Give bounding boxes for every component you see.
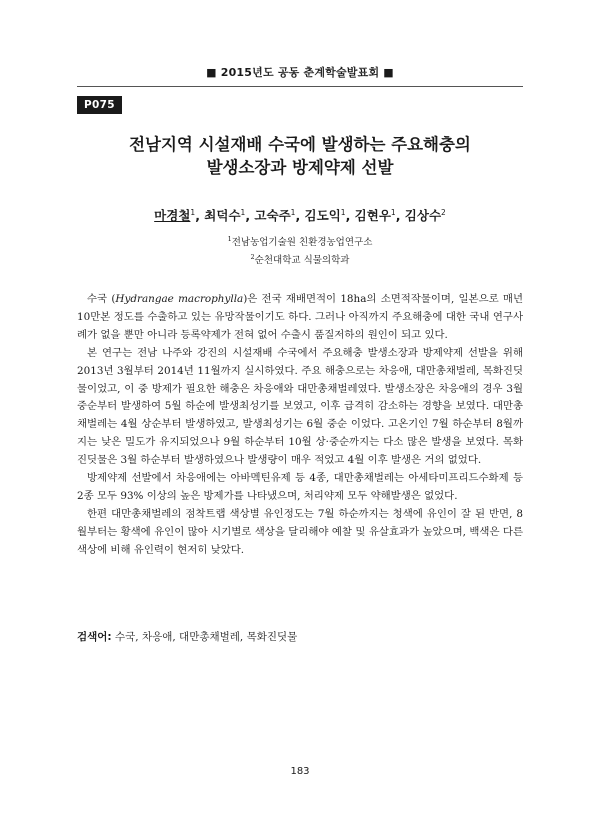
abstract-paragraph: 수국 (Hydrangae macrophylla)은 전국 재배면적이 18ha의 소면적작물이며, 일본으로 매년 10만본 정도를 수출하고 있는 유망작물이기도 하다. 그러나 아직까지 주요해충에 대한 국내 연구사례가 없을 뿐만 아니라 등록약제가 전혀 없어 수출시 품질저하의 원인이 되고 있다. <box>77 293 523 341</box>
affiliation-item <box>77 232 523 250</box>
author-affiliation-mark: 1 <box>290 207 296 217</box>
author-separator: , <box>395 208 405 223</box>
author-separator: , <box>345 208 355 223</box>
species-name: Hydrangae macrophylla <box>115 293 244 305</box>
abstract-paragraph: 본 연구는 전남 나주와 강진의 시설재배 수국에서 주요해충 발생소장과 방제약제 선발을 위해 2013년 3월부터 2014년 11월까지 실시하였다. 주요 해충으로는 차응애, 대만총채벌레, 목화진딧물이었고, 이 중 방제가 필요한 해충은 차응애와 대만총채벌레였다. 발생소장은 차응애의 경우 3월 중순부터 발생하여 5월 하순에 발생최성기를 보였고, 이후 급격히 감소하는 경향을 보였다. 대만총채벌레는 4월 상순부터 발생하였고, 발생최성기는 6월 중순 이었다. 고온기인 7월 하순부터 8월까지는 낮은 밀도가 유지되었으나 9월 하순부터 10월 상·중순까지는 다소 많은 발생을 보였다. 목화진딧물은 3월 하순부터 발생하였으나 발생량이 매우 적었고 4월 이후 발생은 거의 없었다. <box>77 346 523 467</box>
affiliation-list <box>77 232 523 268</box>
paper-title <box>77 133 523 179</box>
affiliation-text: 전남농업기술원 친환경농업연구소 <box>231 237 373 249</box>
author-affiliation-mark: 1 <box>340 207 346 217</box>
header-divider <box>77 86 523 87</box>
author-name: 김현우 <box>354 208 391 223</box>
running-header: ■ 2015년도 공동 춘계학술발표회 ■ <box>206 66 394 79</box>
abstract-body <box>77 291 523 560</box>
affiliation-text: 순천대학교 식물의학과 <box>254 255 350 267</box>
keywords-label: 검색어: <box>77 631 112 643</box>
keywords-text: 수국, 차응애, 대만총채벌레, 목화진딧물 <box>114 631 298 643</box>
author-affiliation-mark: 1 <box>240 207 246 217</box>
title-line-2: 발생소장과 방제약제 선발 <box>206 158 394 177</box>
abstract-paragraph: 한편 대만총채벌레의 점착트랩 색상별 유인정도는 7월 하순까지는 청색에 유인이 잘 된 반면, 8월부터는 황색에 유인이 많아 시기별로 색상을 달리해야 예찰 및 유살효과가 높았으며, 백색은 다른 색상에 비해 유인력이 현저히 낮았다. <box>77 507 523 556</box>
author-affiliation-mark: 1 <box>190 207 196 217</box>
keywords <box>77 628 523 646</box>
poster-id-badge: P075 <box>77 96 122 114</box>
affiliation-mark: 1 <box>227 235 232 243</box>
affiliation-mark: 2 <box>250 253 255 262</box>
page-number: 183 <box>290 766 310 777</box>
author-name: 고숙주 <box>254 208 291 223</box>
author-name: 김도익 <box>304 208 341 223</box>
author-name: 마경철 <box>154 208 191 223</box>
author-separator: , <box>295 208 305 223</box>
title-line-1: 전남지역 시설재배 수국에 발생하는 주요해충의 <box>129 135 471 154</box>
author-separator: , <box>245 208 255 223</box>
author-separator: , <box>195 208 205 223</box>
abstract-paragraph: 방제약제 선발에서 차응애에는 아바멕틴유제 등 4종, 대만총채벌레는 아세타미프리드수화제 등 2종 모두 93% 이상의 높은 방제가를 나타냈으며, 처리약제 모두 약해발생은 없었다. <box>77 472 523 502</box>
author-affiliation-mark: 2 <box>441 207 446 217</box>
author-name: 최덕수 <box>204 208 241 223</box>
author-name: 김상수 <box>404 208 442 223</box>
affiliation-item <box>77 250 523 268</box>
author-affiliation-mark: 1 <box>390 207 396 217</box>
author-list <box>77 206 523 224</box>
